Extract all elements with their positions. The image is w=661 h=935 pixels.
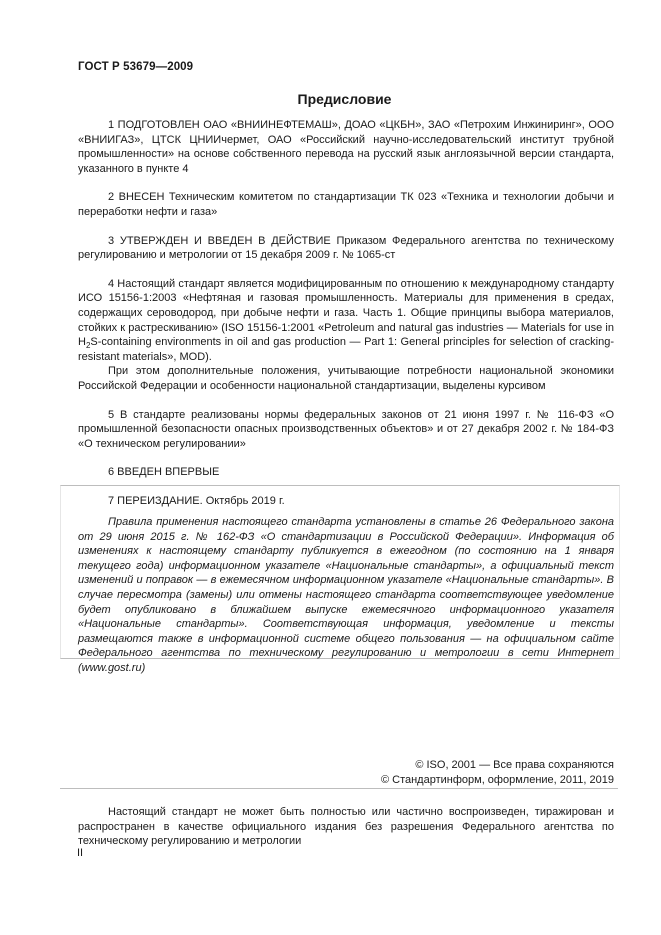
paragraph-6-first-introduced: 6 ВВЕДЕН ВПЕРВЫЕ [108,466,220,479]
paragraph-2-submitted: 2 ВНЕСЕН Техническим комитетом по стандартизации ТК 023 «Техника и технологии добычи и переработки нефти и газа» [78,191,614,218]
page-title: Предисловие [297,91,392,107]
foreword-body [78,118,614,522]
copyright-block [381,758,614,787]
paragraph-7-reissue: 7 ПЕРЕИЗДАНИЕ. Октябрь 2019 г. [108,494,285,507]
paragraph-4-additional: При этом дополнительные положения, учитывающие потребности национальной экономики Российской Федерации и особенности национальной стандартизации, выделены курсивом [78,365,614,392]
paragraph-4-text-a: 4 Настоящий стандарт является модифицированным по отношению к международному стандарту ИСО 15156-1:2003 «Нефтяная и газовая промышленность. Материалы для применения в средах, содержащих сероводород, при добыче нефти и газа. Часть 1. Общие принципы выбора материалов, стойких к растрескиванию» (ISO 15156-1:2001 «Petroleum and natural gas industries — Materials for use in H [78,277,614,349]
copyright-standartinform: © Стандартинформ, оформление, 2011, 2019 [380,773,614,786]
paragraph-4-subscript: 2 [85,341,91,351]
application-rules-text: Правила применения настоящего стандарта установлены в статье 26 Федерального закона от 29 июня 2015 г. № 162-ФЗ «О стандартизации в Российской Федерации». Информация об изменениях к настоящему стандарту публикуется в ежегодном (по состоянию на 1 января текущего года) информационном указателе «Национальные стандарты», а официальный текст изменений и поправок — в ежемесячном информационном указателе «Национальные стандарты». В случае пересмотра (замены) или отмены настоящего стандарта соответствующее уведомление будет опубликовано в ближайшем выпуске ежемесячного информационного указателя «Национальные стандарты». Соответствующая информация, уведомление и тексты размещаются также в информационной системе общего пользования — на официальном сайте Федерального агентства по техническому регулированию и метрологии в сети Интернет (www.gost.ru) [78,516,614,674]
paragraph-1-prepared: 1 ПОДГОТОВЛЕН ОАО «ВНИИНЕФТЕМАШ», ДОАО «ЦКБН», ЗАО «Петрохим Инжиниринг», ООО «ВНИИГАЗ», ЦТСК ЦНИИчермет, ОАО «Российский научно-исследовательский институт трубной промышленности» на основе собственного перевода на русский язык англоязычной версии стандарта, указанного в пункте 4 [78,119,614,175]
copyright-iso: © ISO, 2001 — Все права сохраняются [415,759,614,771]
paragraph-4-modified [78,277,614,365]
standard-code: ГОСТ Р 53679—2009 [78,61,194,73]
paragraph-3-approved: 3 УТВЕРЖДЕН И ВВЕДЕН В ДЕЙСТВИЕ Приказом Федерального агентства по техническому регулированию и метрологии от 15 декабря 2009 г. № 1065-ст [78,234,614,262]
reproduction-notice: Настоящий стандарт не может быть полностью или частично воспроизведен, тиражирован и распространен в качестве официального издания без разрешения Федерального агентства по техническому регулированию и метрологии [78,806,614,848]
paragraph-4-text-b: S-containing environments in oil and gas production — Part 1: General principles for selection of cracking-resistant materials», MOD). [78,336,614,363]
divider-line [60,788,618,789]
page-number: II [77,847,84,859]
paragraph-5-laws: 5 В стандарте реализованы нормы федеральных законов от 21 июня 1997 г. № 116-ФЗ «О промышленной безопасности опасных производственных объектов» и от 27 декабря 2002 г. № 184-ФЗ «О техническом регулировании» [78,408,614,450]
